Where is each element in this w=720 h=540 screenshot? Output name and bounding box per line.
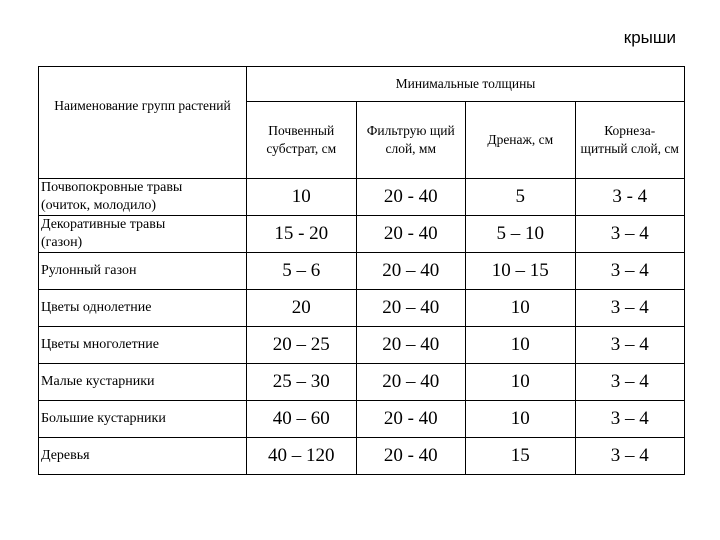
cell-drainage: 5 <box>466 179 576 216</box>
table-row <box>39 216 685 253</box>
row-name: Большие кустарники <box>39 401 247 438</box>
cell-drainage: 15 <box>466 438 576 475</box>
cell-soil: 20 – 25 <box>247 327 357 364</box>
row-name: Декоративные травы (газон) <box>39 216 247 253</box>
cell-filter: 20 - 40 <box>356 401 466 438</box>
table-row <box>39 290 685 327</box>
cell-filter: 20 – 40 <box>356 364 466 401</box>
cell-filter: 20 - 40 <box>356 438 466 475</box>
cell-drainage: 10 – 15 <box>466 253 576 290</box>
cell-root-barrier: 3 – 4 <box>575 364 685 401</box>
group-header: Минимальные толщины <box>247 67 685 102</box>
table-row <box>39 253 685 290</box>
row-name: Цветы однолетние <box>39 290 247 327</box>
row-name: Деревья <box>39 438 247 475</box>
row-name: Почвопокровные травы (очиток, молодило) <box>39 179 247 216</box>
cell-filter: 20 - 40 <box>356 216 466 253</box>
column-header-soil: Почвенный субстрат, см <box>247 102 357 179</box>
cell-root-barrier: 3 – 4 <box>575 290 685 327</box>
cell-soil: 15 - 20 <box>247 216 357 253</box>
row-name: Цветы многолетние <box>39 327 247 364</box>
table-row <box>39 438 685 475</box>
cell-drainage: 10 <box>466 401 576 438</box>
cell-soil: 20 <box>247 290 357 327</box>
cell-drainage: 10 <box>466 364 576 401</box>
cell-root-barrier: 3 – 4 <box>575 327 685 364</box>
cell-soil: 5 – 6 <box>247 253 357 290</box>
cell-root-barrier: 3 – 4 <box>575 438 685 475</box>
table-row <box>39 327 685 364</box>
cell-root-barrier: 3 – 4 <box>575 216 685 253</box>
cell-soil: 40 – 60 <box>247 401 357 438</box>
cell-root-barrier: 3 - 4 <box>575 179 685 216</box>
row-name: Малые кустарники <box>39 364 247 401</box>
name-column-header-label: Наименование групп растений <box>54 98 231 113</box>
cell-root-barrier: 3 – 4 <box>575 401 685 438</box>
cell-filter: 20 - 40 <box>356 179 466 216</box>
table-row <box>39 401 685 438</box>
column-header-drainage: Дренаж, см <box>466 102 576 179</box>
cell-soil: 10 <box>247 179 357 216</box>
column-header-filter: Фильтрую щий слой, мм <box>356 102 466 179</box>
table-row <box>39 364 685 401</box>
column-header-root-barrier: Корнеза- щитный слой, см <box>575 102 685 179</box>
page-title: крыши <box>623 28 676 47</box>
row-name: Рулонный газон <box>39 253 247 290</box>
cell-drainage: 10 <box>466 290 576 327</box>
cell-drainage: 10 <box>466 327 576 364</box>
header-row-top <box>39 67 685 102</box>
cell-drainage: 5 – 10 <box>466 216 576 253</box>
name-column-header <box>39 67 247 179</box>
cell-filter: 20 – 40 <box>356 290 466 327</box>
cell-soil: 25 – 30 <box>247 364 357 401</box>
cell-filter: 20 – 40 <box>356 327 466 364</box>
cell-soil: 40 – 120 <box>247 438 357 475</box>
cell-filter: 20 – 40 <box>356 253 466 290</box>
table-row <box>39 179 685 216</box>
cell-root-barrier: 3 – 4 <box>575 253 685 290</box>
thickness-table <box>38 66 685 475</box>
